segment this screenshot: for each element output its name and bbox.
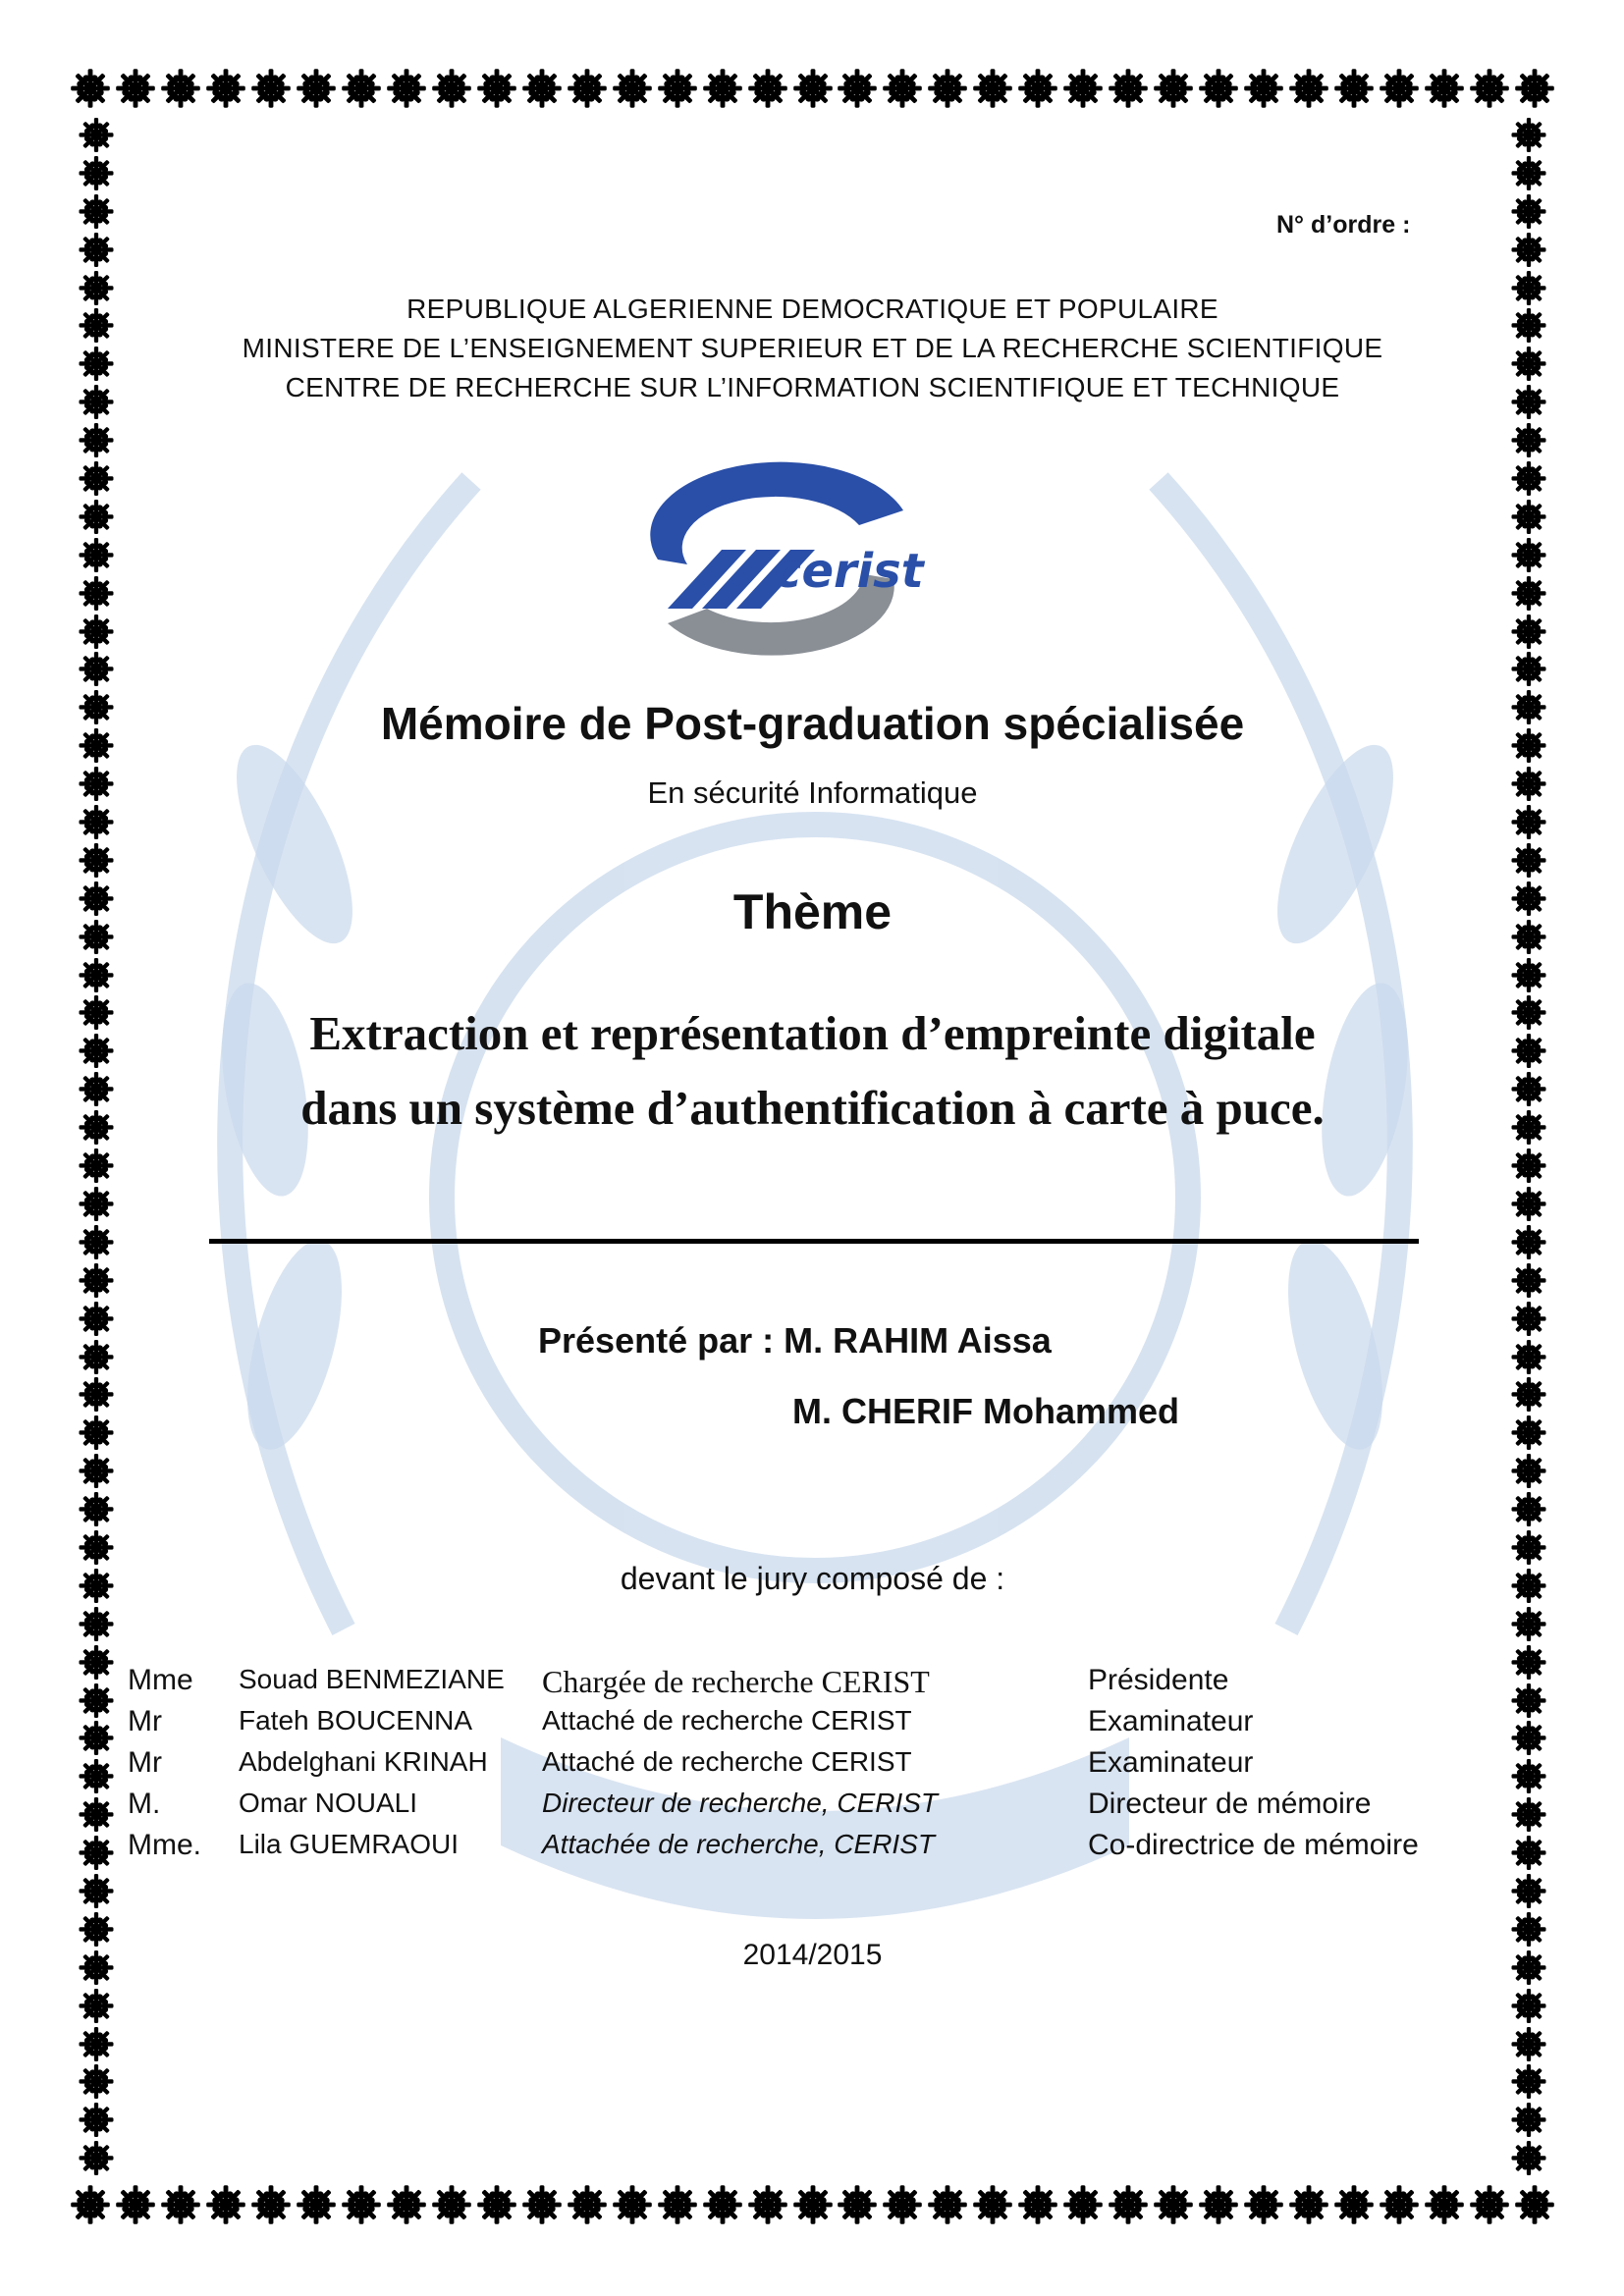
star-ornament-icon [204, 67, 247, 110]
star-ornament-icon [656, 2183, 699, 2226]
star-ornament-icon [69, 2183, 112, 2226]
star-ornament-icon [69, 67, 112, 110]
jury-role: Co-directrice de mémoire [1088, 1829, 1419, 1861]
memoire-subtitle: En sécurité Informatique [647, 775, 978, 810]
jury-intro: devant le jury composé de : [620, 1561, 1005, 1596]
star-ornament-icon [75, 1834, 118, 1872]
star-ornament-icon [75, 498, 118, 536]
star-ornament-icon [75, 1223, 118, 1261]
star-ornament-icon [1507, 2139, 1550, 2177]
star-ornament-icon [1507, 1108, 1550, 1147]
star-ornament-icon [1332, 67, 1376, 110]
star-ornament-icon [75, 1795, 118, 1834]
star-ornament-icon [1507, 1872, 1550, 1910]
star-ornament-icon [75, 1375, 118, 1414]
star-ornament-icon [1507, 306, 1550, 345]
jury-grade: Directeur de recherche, CERIST [542, 1788, 939, 1818]
star-ornament-icon [1287, 2183, 1330, 2226]
institution-header [137, 290, 1488, 407]
star-ornament-icon [971, 2183, 1014, 2226]
jury-name: Lila GUEMRAOUI [239, 1829, 460, 1859]
star-ornament-icon [159, 67, 202, 110]
star-ornament-icon [75, 1414, 118, 1452]
star-ornament-icon [385, 2183, 428, 2226]
jury-table [128, 1664, 1502, 1870]
star-ornament-icon [75, 1490, 118, 1528]
star-ornament-icon [836, 67, 879, 110]
star-ornament-icon [1507, 1643, 1550, 1682]
star-ornament-icon [1507, 1147, 1550, 1185]
jury-grade: Attaché de recherche CERIST [542, 1746, 912, 1777]
star-ornament-icon [1423, 67, 1466, 110]
jury-grade: Attachée de recherche, CERIST [542, 1829, 935, 1859]
star-ornament-icon [75, 1300, 118, 1338]
star-ornament-icon [75, 231, 118, 269]
jury-name: Souad BENMEZIANE [239, 1664, 505, 1694]
star-ornament-icon [75, 726, 118, 765]
star-ornament-icon [75, 345, 118, 383]
star-ornament-icon [75, 1147, 118, 1185]
star-ornament-icon [1507, 918, 1550, 956]
star-ornament-icon [75, 1757, 118, 1795]
border-top [69, 61, 1556, 116]
star-ornament-icon [75, 116, 118, 154]
star-ornament-icon [75, 2101, 118, 2139]
star-ornament-icon [75, 1452, 118, 1490]
star-ornament-icon [1507, 192, 1550, 231]
star-ornament-icon [1507, 1338, 1550, 1376]
star-ornament-icon [430, 2183, 473, 2226]
star-ornament-icon [1507, 536, 1550, 574]
star-ornament-icon [340, 2183, 383, 2226]
star-ornament-icon [75, 192, 118, 231]
republic-line: REPUBLIQUE ALGERIENNE DEMOCRATIQUE ET POPULAIRE [406, 294, 1218, 324]
star-ornament-icon [1507, 2062, 1550, 2101]
border-right [1501, 116, 1556, 2177]
star-ornament-icon [75, 1032, 118, 1070]
star-ornament-icon [1507, 1719, 1550, 1757]
star-ornament-icon [249, 2183, 293, 2226]
star-ornament-icon [1061, 2183, 1105, 2226]
star-ornament-icon [1016, 2183, 1059, 2226]
star-ornament-icon [1507, 765, 1550, 803]
star-ornament-icon [1507, 993, 1550, 1032]
star-ornament-icon [1152, 67, 1195, 110]
star-ornament-icon [1513, 2183, 1556, 2226]
order-number-label: N° d’ordre : [1276, 211, 1411, 239]
star-ornament-icon [75, 1338, 118, 1376]
star-ornament-icon [520, 2183, 564, 2226]
jury-title: Mr [128, 1746, 162, 1779]
star-ornament-icon [75, 1682, 118, 1720]
star-ornament-icon [75, 1567, 118, 1605]
jury-role: Examinateur [1088, 1705, 1254, 1737]
star-ornament-icon [881, 2183, 924, 2226]
jury-grade: Chargée de recherche CERIST [542, 1664, 930, 1699]
star-ornament-icon [1507, 2101, 1550, 2139]
jury-row [128, 1829, 1502, 1870]
star-ornament-icon [75, 1872, 118, 1910]
jury-row [128, 1746, 1502, 1788]
center-line: CENTRE DE RECHERCHE SUR L’INFORMATION SCIENTIFIQUE ET TECHNIQUE [285, 372, 1340, 402]
presented-by: Présenté par : M. RAHIM Aissa [538, 1320, 1052, 1361]
star-ornament-icon [1242, 2183, 1285, 2226]
star-ornament-icon [75, 459, 118, 498]
star-ornament-icon [1507, 650, 1550, 688]
star-ornament-icon [926, 2183, 969, 2226]
star-ornament-icon [1507, 383, 1550, 421]
star-ornament-icon [75, 1949, 118, 1987]
star-ornament-icon [1507, 421, 1550, 459]
star-ornament-icon [1287, 67, 1330, 110]
star-ornament-icon [1507, 1300, 1550, 1338]
star-ornament-icon [1507, 1949, 1550, 1987]
jury-title: Mme [128, 1664, 193, 1696]
star-ornament-icon [159, 2183, 202, 2226]
star-ornament-icon [75, 1108, 118, 1147]
star-ornament-icon [1507, 345, 1550, 383]
star-ornament-icon [1507, 1032, 1550, 1070]
star-ornament-icon [75, 1261, 118, 1300]
star-ornament-icon [1507, 803, 1550, 841]
thesis-title [137, 996, 1488, 1146]
star-ornament-icon [204, 2183, 247, 2226]
border-left [69, 116, 124, 2177]
star-ornament-icon [1152, 2183, 1195, 2226]
star-ornament-icon [295, 2183, 338, 2226]
star-ornament-icon [1507, 1375, 1550, 1414]
star-ornament-icon [1507, 1528, 1550, 1567]
star-ornament-icon [701, 67, 744, 110]
star-ornament-icon [249, 67, 293, 110]
horizontal-rule [209, 1239, 1419, 1244]
star-ornament-icon [1507, 1070, 1550, 1108]
jury-title: Mme. [128, 1829, 201, 1861]
star-ornament-icon [1468, 2183, 1511, 2226]
star-ornament-icon [75, 993, 118, 1032]
star-ornament-icon [75, 880, 118, 918]
star-ornament-icon [1507, 1452, 1550, 1490]
star-ornament-icon [75, 1070, 118, 1108]
cerist-logo [609, 452, 1026, 672]
star-ornament-icon [926, 67, 969, 110]
star-ornament-icon [1242, 67, 1285, 110]
star-ornament-icon [1507, 1261, 1550, 1300]
star-ornament-icon [1507, 2025, 1550, 2063]
star-ornament-icon [340, 67, 383, 110]
star-ornament-icon [75, 1605, 118, 1643]
star-ornament-icon [1197, 2183, 1240, 2226]
star-ornament-icon [611, 2183, 654, 2226]
star-ornament-icon [475, 2183, 518, 2226]
star-ornament-icon [1507, 1910, 1550, 1949]
star-ornament-icon [1507, 880, 1550, 918]
star-ornament-icon [656, 67, 699, 110]
star-ornament-icon [1507, 154, 1550, 192]
star-ornament-icon [520, 67, 564, 110]
star-ornament-icon [1507, 1490, 1550, 1528]
jury-role: Présidente [1088, 1664, 1229, 1696]
star-ornament-icon [295, 67, 338, 110]
jury-title: Mr [128, 1705, 162, 1737]
star-ornament-icon [75, 154, 118, 192]
star-ornament-icon [1507, 688, 1550, 726]
star-ornament-icon [385, 67, 428, 110]
jury-row [128, 1664, 1502, 1705]
star-ornament-icon [836, 2183, 879, 2226]
star-ornament-icon [791, 2183, 835, 2226]
star-ornament-icon [1507, 726, 1550, 765]
star-ornament-icon [1507, 116, 1550, 154]
star-ornament-icon [1513, 67, 1556, 110]
jury-name: Abdelghani KRINAH [239, 1746, 488, 1777]
star-ornament-icon [75, 1185, 118, 1223]
star-ornament-icon [746, 67, 789, 110]
star-ornament-icon [1507, 1987, 1550, 2025]
star-ornament-icon [430, 67, 473, 110]
star-ornament-icon [1107, 67, 1150, 110]
star-ornament-icon [1507, 1795, 1550, 1834]
jury-name: Fateh BOUCENNA [239, 1705, 473, 1735]
star-ornament-icon [75, 1910, 118, 1949]
star-ornament-icon [75, 1643, 118, 1682]
star-ornament-icon [1507, 269, 1550, 307]
star-ornament-icon [75, 421, 118, 459]
star-ornament-icon [114, 2183, 157, 2226]
star-ornament-icon [75, 688, 118, 726]
star-ornament-icon [1468, 67, 1511, 110]
star-ornament-icon [1016, 67, 1059, 110]
jury-title: M. [128, 1788, 161, 1820]
star-ornament-icon [1507, 459, 1550, 498]
jury-row [128, 1705, 1502, 1746]
star-ornament-icon [1197, 67, 1240, 110]
star-ornament-icon [75, 2025, 118, 2063]
star-ornament-icon [1332, 2183, 1376, 2226]
star-ornament-icon [566, 2183, 609, 2226]
logo-wordmark: cerist [774, 544, 924, 599]
theme-label: Thème [732, 884, 893, 939]
star-ornament-icon [75, 306, 118, 345]
star-ornament-icon [75, 2062, 118, 2101]
star-ornament-icon [75, 536, 118, 574]
star-ornament-icon [566, 67, 609, 110]
star-ornament-icon [1107, 2183, 1150, 2226]
star-ornament-icon [1507, 1605, 1550, 1643]
star-ornament-icon [75, 1719, 118, 1757]
star-ornament-icon [1507, 841, 1550, 880]
star-ornament-icon [1507, 956, 1550, 994]
star-ornament-icon [746, 2183, 789, 2226]
star-ornament-icon [1507, 574, 1550, 613]
presented-by-second: M. CHERIF Mohammed [792, 1391, 1180, 1431]
star-ornament-icon [971, 67, 1014, 110]
star-ornament-icon [1507, 1682, 1550, 1720]
jury-name: Omar NOUALI [239, 1788, 418, 1818]
star-ornament-icon [75, 650, 118, 688]
ministry-line: MINISTERE DE L’ENSEIGNEMENT SUPERIEUR ET DE LA RECHERCHE SCIENTIFIQUE [242, 333, 1383, 363]
star-ornament-icon [1423, 2183, 1466, 2226]
star-ornament-icon [881, 67, 924, 110]
jury-grade: Attaché de recherche CERIST [542, 1705, 912, 1735]
star-ornament-icon [1507, 231, 1550, 269]
star-ornament-icon [75, 1528, 118, 1567]
star-ornament-icon [1378, 2183, 1421, 2226]
star-ornament-icon [75, 765, 118, 803]
star-ornament-icon [75, 383, 118, 421]
star-ornament-icon [1378, 67, 1421, 110]
jury-role: Examinateur [1088, 1746, 1254, 1779]
star-ornament-icon [1507, 613, 1550, 651]
border-bottom [69, 2177, 1556, 2232]
star-ornament-icon [1507, 1567, 1550, 1605]
academic-year: 2014/2015 [742, 1939, 883, 1971]
star-ornament-icon [75, 803, 118, 841]
jury-row [128, 1788, 1502, 1829]
star-ornament-icon [75, 918, 118, 956]
memoire-title: Mémoire de Post-graduation spécialisée [380, 698, 1245, 749]
star-ornament-icon [114, 67, 157, 110]
jury-role: Directeur de mémoire [1088, 1788, 1372, 1820]
star-ornament-icon [1507, 1834, 1550, 1872]
star-ornament-icon [701, 2183, 744, 2226]
star-ornament-icon [75, 574, 118, 613]
star-ornament-icon [75, 1987, 118, 2025]
star-ornament-icon [75, 841, 118, 880]
star-ornament-icon [75, 956, 118, 994]
star-ornament-icon [75, 613, 118, 651]
thesis-title-line-2: dans un système d’authentification à carte à puce. [300, 1081, 1325, 1135]
star-ornament-icon [1507, 1757, 1550, 1795]
star-ornament-icon [791, 67, 835, 110]
star-ornament-icon [475, 67, 518, 110]
star-ornament-icon [1507, 1223, 1550, 1261]
star-ornament-icon [611, 67, 654, 110]
star-ornament-icon [1507, 1414, 1550, 1452]
star-ornament-icon [75, 269, 118, 307]
thesis-title-line-1: Extraction et représentation d’empreinte digitale [309, 1006, 1316, 1060]
star-ornament-icon [1507, 498, 1550, 536]
star-ornament-icon [1507, 1185, 1550, 1223]
star-ornament-icon [1061, 67, 1105, 110]
star-ornament-icon [75, 2139, 118, 2177]
